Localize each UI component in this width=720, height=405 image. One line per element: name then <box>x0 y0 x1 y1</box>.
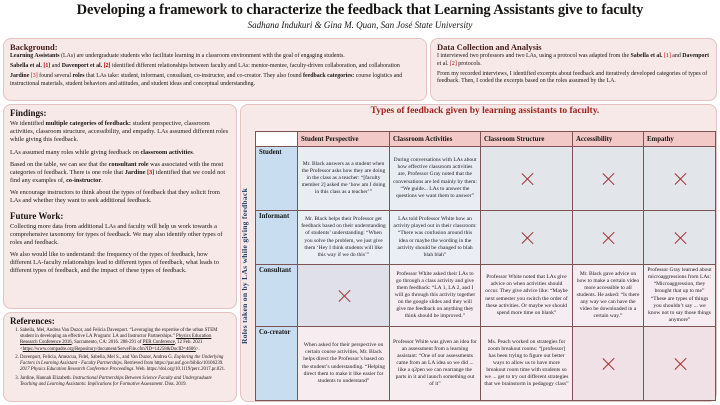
table-row <box>256 147 716 211</box>
findings-panel <box>3 104 237 309</box>
feedback-table <box>255 131 716 401</box>
reference-list <box>10 328 230 388</box>
references-heading: References: <box>10 316 55 326</box>
paragraph: Learning Assistants (LAs) are undergraduate students who facilitate learning in a classroom environment with the goal of engaging students. <box>10 53 345 59</box>
x-mark-cell <box>644 211 716 265</box>
y-axis-label: Roles taken on by LAs while giving feedback <box>240 187 249 345</box>
paragraph: LAs assumed many roles while giving feedback on classroom activities. <box>10 148 195 156</box>
data-collection-body <box>437 53 710 86</box>
x-mark-cell <box>573 147 644 211</box>
paragraph: We identified multiple categories of feedback: student perspective, classroom activities, classroom structure, accessibility, and empathy. LAs assumed different roles while giving this feedback. <box>10 120 229 144</box>
column-header: Accessibility <box>573 132 644 147</box>
paragraph: We also would like to understand: the frequency of the types of feedback, how different LA-faculty relationships lead to different types of feedback, what leads to different types of feedback, and the impact of these types of feedback. <box>10 251 219 275</box>
x-mark-icon <box>519 171 535 187</box>
table-cell: Professor Gray learned about microaggressions from LAs: “Microaggression, they brought that up to me” “These are types of things you shouldn’t say ... we know not to say those things anymore” <box>644 265 716 327</box>
future-work-heading: Future Work: <box>10 210 64 221</box>
table-header-row <box>256 132 716 147</box>
table-cell: Ms. Peach worked on strategies for zoom breakout rooms: “[professor] has been trying to figure out better ways to allow us to have more breakout room time with students so we ... get to try out different strategies that we brainstorm in pedagogy class” <box>481 327 573 401</box>
paragraph: Based on the table, we can see that the consultant role was associated with the most categories of feedback. There is one role that Jardine [3] identified that we could not find any examples of, co-instructor. <box>10 160 226 185</box>
table-cell: Mr. Black gave advice on how to make a certain video more accessible to all students. He asked: “Is there any way we can have the video be downloaded in a certain way.” <box>573 265 644 327</box>
future-work-body <box>10 223 230 276</box>
reference-item: 1. Sabella, Mel, Andrea Van Duzor, and Felicia Davenport. “Leveraging the expertise of the urban STEM student in developing an effective LA Program: LA and Instructor Partnerships.” Physics Education Research Conference 2016, Sacramento, CA: 2016. 288-291 of PER Conference, 12 Feb. 2021 <https://www.compadre.org/Repository/document/ServeFile.cfm?ID=14258&DocID=4606>. <box>20 328 230 353</box>
table-row <box>256 327 716 401</box>
row-header: Consultant <box>256 265 298 327</box>
row-header: Student <box>256 147 298 211</box>
column-header: Student Perspective <box>298 132 390 147</box>
paragraph: Collecting more data from additional LAs and faculty will help us work towards a comprehensive taxonomy for types of feedback. We may also identify other types of roles and feedback. <box>10 222 223 246</box>
x-mark-icon <box>672 356 688 372</box>
poster-authors: Sadhana Indukuri & Gina M. Quan, San José State University <box>247 20 473 30</box>
table-corner-cell <box>256 132 298 147</box>
x-mark-cell <box>573 211 644 265</box>
x-mark-icon <box>600 230 616 246</box>
table-cell: Mr. Black answers as a student when the Professor asks how they are doing in the class as a teacher: “[faculty member 2] asked me ‘how am I doing in this class as a teacher’” <box>298 147 390 211</box>
x-mark-icon <box>672 171 688 187</box>
table-cell: LAs told Professor White how an activity played out in their classroom: “There was confusion around this idea or maybe the wording in the activity should be changed to blah blah blah” <box>390 211 481 265</box>
findings-heading: Findings: <box>10 108 47 118</box>
x-mark-cell <box>481 147 573 211</box>
x-mark-icon <box>600 171 616 187</box>
x-mark-cell <box>644 147 716 211</box>
paragraph: I interviewed two professors and two LAs, using a protocol was adapted from the Sabella et al. [1] and Davenport et al. [2] protocols. <box>437 53 710 67</box>
row-header: Co-creator <box>256 327 298 401</box>
table-cell: Mr. Black helps their Professor get feedback based on their understanding of students’ understanding: “When you solve the problem, we just give them ‘Hey I think students will like this way if we do this’” <box>298 211 390 265</box>
reference-item: 3. Jardine, Hannah Elizabeth. Instructional Partnerships Between Science Faculty and Undergraduate Teaching and Learning Assistants: Implications for Formative Assessment. Diss. 2019. <box>20 376 230 388</box>
background-body <box>10 53 420 88</box>
row-header: Informant <box>256 211 298 265</box>
table-cell: Professor White asked their LAs to go through a class activity and give them feedback: “LA 1, LA 2, and I will go through this activity together on the google slides and they will give me feedback on anything they think should be improved.” <box>390 265 481 327</box>
x-mark-icon <box>519 230 535 246</box>
background-heading: Background: <box>10 42 58 52</box>
data-collection-panel <box>430 38 717 101</box>
x-mark-cell <box>481 211 573 265</box>
x-mark-cell <box>573 327 644 401</box>
x-mark-icon <box>600 356 616 372</box>
table-cell: During conversations with LAs about how effective classroom activities are, Professor Gray noted that the conversations are led mainly by them: “We guide... LAs to answer the questions we want them to answer” <box>390 147 481 211</box>
data-collection-heading: Data Collection and Analysis <box>437 42 542 52</box>
paragraph: We encourage instructors to think about the types of feedback that they solicit from LAs and whether they want to seek additional feedback. <box>10 189 220 205</box>
references-panel <box>3 312 237 402</box>
table-cell: Professor White was given an idea for an assessment from a learning assistant: “One of our assessments came from an LA idea so we did ... like a q2pen we can rearrange the parts in it and launch something out of it” <box>390 327 481 401</box>
paragraph: Sabella et al. [1] and Davenport et al. [2] identified different relationships between faculty and LAs: mentor-mentee, faculty-driven collaboration, and collaboration <box>10 63 400 69</box>
column-header: Classroom Structure <box>481 132 573 147</box>
poster-title: Developing a framework to characterize the feedback that Learning Assistants give to faculty <box>76 2 644 18</box>
column-header: Empathy <box>644 132 716 147</box>
paragraph: Jardine [3] found several roles that LAs take: student, informant, consultant, co-instructor, and co-creator. They also found feedback categories: course logistics and instructional materials, student behaviors and attitudes, and student ideas and conceptual understanding. <box>10 73 403 87</box>
x-mark-cell <box>298 265 390 327</box>
paragraph: From my recorded interviews, I identified excerpts about feedback and iteratively developed categories of types of feedback. Then, I coded the excerpts based on the roles assumed by the LA. <box>437 70 708 84</box>
table-cell: Professor White noted that LAs give advice on when activities should occur. They give advice like: “Maybe next semester you switch the order of these activities. Or maybe we should spend more time on blank” <box>481 265 573 327</box>
table-title: Types of feedback given by learning assistants to faculty. <box>370 106 600 116</box>
x-mark-icon <box>672 230 688 246</box>
table-cell: When asked for their perspective on certain course activities, Mr. Black helps direct the Professor’s based on the student’s understanding. “Helping direct them to make it like easier for students to understand” <box>298 327 390 401</box>
column-header: Classroom Activities <box>390 132 481 147</box>
table-row <box>256 265 716 327</box>
background-panel <box>3 38 427 101</box>
x-mark-cell <box>644 327 716 401</box>
reference-item: 2. Davenport, Felicia, Amezcua, Fidel, Sabella, Mel S., and Van Duzor, Andrea G. Exploring the Underlying Factors in Learning Assistant - Faculty Partnerships. Retrieved from https://par.nsf.gov/biblio/10106239. 2017 Physics Education Research Conference Proceedings. Web. https://doi.org/10.1119/perc.2017.pr.021. <box>20 355 230 374</box>
table-row <box>256 211 716 265</box>
x-mark-icon <box>336 288 352 304</box>
findings-body <box>10 120 230 206</box>
